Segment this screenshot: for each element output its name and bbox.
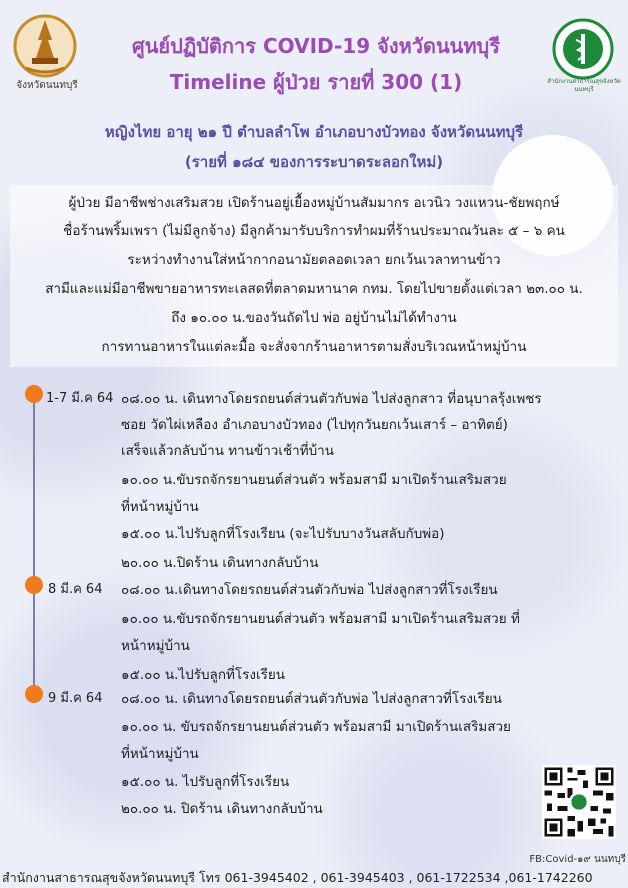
timeline-entry: ๐๘.๐๐ น.เดินทางโดยรถยนต์ส่วนตัวกับพ่อ ไปส่งลูกสาวที่โรงเรียน [121,582,498,598]
timeline-entry: ที่หน้าหมู่บ้าน [121,746,199,762]
page-title: ศูนย์ปฏิบัติการ COVID-19 จังหวัดนนทบุรี [132,34,500,58]
ministry-of-public-health-logo [552,18,614,80]
timeline-entry: ๐๘.๐๐ น. เดินทางโดยรถยนต์ส่วนตัวกับพ่อ ไปส่งลูกสาวที่โรงเรียน [121,691,502,707]
qr-code[interactable] [542,765,616,839]
timeline-entry: ๐๘.๐๐ น. เดินทางโดยรถยนต์ส่วนตัวกับพ่อ ไปส่งลูกสาว ที่อนุบาลรุ้งเพชร [121,391,542,407]
description-line: ระหว่างทำงานใส่หน้ากากอนามัยตลอดเวลา ยกเว้นเวลาทานข้าว [127,252,501,268]
left-logo-label: จังหวัดนนทบุรี [16,80,78,91]
timeline-date: 1-7 มี.ค 64 [46,391,114,406]
description-panel [10,185,618,367]
timeline-entry: ๑๐.๐๐ น.ขับรถจักรยานยนต์ส่วนตัว พร้อมสามี มาเปิดร้านเสริมสวย [121,472,507,488]
description-line: การทานอาหารในแต่ละมื้อ จะสั่งจากร้านอาหารตามสั่งบริเวณหน้าหมู่บ้าน [101,339,527,355]
timeline-entry: ๒๐.๐๐ น. ปิดร้าน เดินทางกลับบ้าน [121,801,323,817]
case-number-note: (รายที่ ๑๘๔ ของการระบาดระลอกใหม่) [184,153,444,171]
timeline-entry: ๑๐.๐๐ น.ขับรถจักรยานยนต์ส่วนตัว พร้อมสามี มาเปิดร้านเสริมสวย ที่ [121,611,520,627]
timeline-entry: ที่หน้าหมู่บ้าน [121,499,199,515]
footer-contact: สำนักงานสาธารณสุขจังหวัดนนทบุรี โทร 061-3945402 , 061-3945403 , 061-1722534 ,061-1742260 [2,870,593,885]
timeline-dot [25,385,43,403]
timeline-entry: ๑๕.๐๐ น.ไปรับลูกที่โรงเรียน [121,667,285,683]
description-line: ถึง ๑๐.๐๐ น.ของวันถัดไป พ่อ อยู่บ้านไม่ได้ทำงาน [171,310,457,326]
right-logo-label: สำนักงานสาธารณสุขจังหวัดนนทบุรี [547,78,621,93]
timeline-entry: ๑๕.๐๐ น. ไปรับลูกที่โรงเรียน [121,774,290,790]
timeline-dot [25,576,43,594]
timeline-entry: ๒๐.๐๐ น.ปิดร้าน เดินทางกลับบ้าน [121,555,319,571]
description-line: สามีและแม่มีอาชีพขายอาหารทะเลสดที่ตลาดมหานาค กทม. โดยไปขายตั้งแต่เวลา ๒๓.๐๐ น. [45,281,583,297]
timeline-date: 9 มี.ค 64 [48,691,103,706]
timeline-entry: เสร็จแล้วกลับบ้าน ทานข้าวเช้าที่บ้าน [121,443,334,459]
timeline-date: 8 มี.ค 64 [48,582,103,597]
timeline-entry: ซอย วัดไผ่เหลือง อำเภอบางบัวทอง (ไปทุกวันยกเว้นเสาร์ – อาทิตย์) [121,417,508,433]
timeline-title: Timeline ผู้ป่วย รายที่ 300 (1) [169,70,463,94]
description-line: ผู้ป่วย มีอาชีพช่างเสริมสวย เปิดร้านอยู่เยื้องหมู่บ้านสัมมากร อเวนิว วงแหวน-ชัยพฤกษ์ [68,195,560,211]
timeline-entry: ๑๐.๐๐ น. ขับรถจักรยานยนต์ส่วนตัว พร้อมสามี มาเปิดร้านเสริมสวย [121,719,511,735]
timeline-entry: หน้าหมู่บ้าน [121,638,190,654]
facebook-page-label: FB:Covid-๑๙ นนทบุรี [529,854,626,865]
timeline-dot [25,685,43,703]
timeline-entry: ๑๕.๐๐ น.ไปรับลูกที่โรงเรียน (จะไปรับบางวันสลับกับพ่อ) [121,526,445,542]
patient-summary: หญิงไทย อายุ ๒๑ ปี ตำบลลำโพ อำเภอบางบัวทอง จังหวัดนนทบุรี [104,123,524,141]
description-line: ชื่อร้านพริ้มเพรา (ไม่มีลูกจ้าง) มีลูกค้ามารับบริการทำผมที่ร้านประมาณวันละ ๕ – ๖ คน [63,223,565,239]
timeline-axis [33,394,35,699]
